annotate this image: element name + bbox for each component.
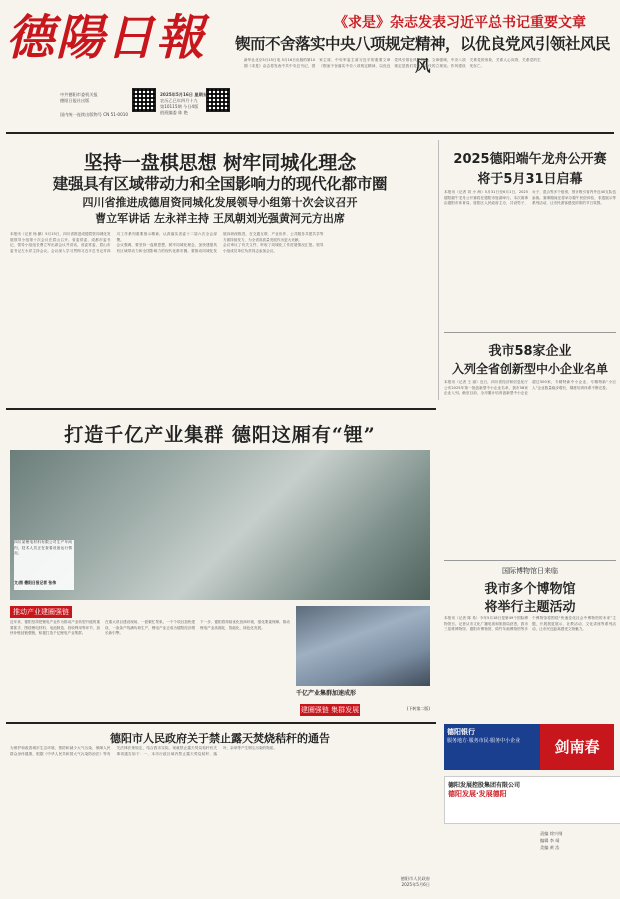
cluster-badge: 建圈强链 集群发展: [300, 706, 360, 714]
qr-code-icon: [132, 88, 156, 112]
museum-kicker: 国际博物馆日来临: [502, 567, 558, 575]
section-divider: [444, 332, 616, 333]
credit-line: 编辑 李 靖: [540, 838, 560, 843]
lead-paragraph: 本报讯（记者 杨 鹏）5月15日，四川省推进成德眉资同城化发展领导小组第十次会议在眉山召开。省委常委、成都市委书记、领导小组组长曹立军出席会议并讲话，省委常委、眉山市委书记左永祥主持会议。会议深入学习贯彻习近平总书记对四川工作系列重要指示精神，认真落实省委十二届六次全会部署。: [10, 232, 217, 253]
editor-line: 值班编委 陈 艳: [160, 110, 188, 115]
top-divider: [6, 132, 614, 134]
section-divider: [6, 408, 436, 410]
lead-paragraph: 会议审议了有关文件，听取了同城化工作进展情况汇报。领导小组成员单位负责同志参加会议。: [223, 243, 324, 253]
photo-credit: 文/图 德阳日报记者 张伟: [14, 580, 56, 585]
masthead-title: 德陽日報: [6, 10, 207, 66]
date-block: [160, 92, 220, 116]
dragon-boat-headline-2: 将于5月31日启幕: [477, 172, 583, 187]
dev-group-name: 德阳发展控股集团有限公司: [448, 782, 521, 789]
photo-caption-text: 四川某锂电材料有限公司生产车间内，技术人员正在查看设备运行情况。: [14, 540, 72, 556]
lunar-line: 农历乙巳年四月十九: [160, 98, 198, 103]
bank-ad: [444, 724, 540, 770]
column-divider: [438, 140, 439, 400]
dragon-boat-body: 本报讯（记者 刘 小 海）5月31日至6月1日，2025德阳端午龙舟公开赛将在德阳市旌湖举行。本次赛事由德阳市体育局、旌阳区人民政府主办，共设男子、女子、混合等多个组别，预计吸引省内外近40支队伍参赛。赛事期间还将举办端午民俗体验、非遗展示等系列活动，让市民游客感受浓浓的节日氛围。: [444, 190, 616, 206]
dev-group-ad: [444, 776, 620, 824]
issue-line: 第10115期 今日4版: [160, 104, 199, 109]
bank-ad-slogan: 服务地方·服务市民·服务中小企业: [447, 738, 521, 744]
bank-ad-title: 德阳银行: [447, 728, 475, 736]
lead-paragraph: 会议强调，要坚持一盘棋思想，树牢同城化理念，加快建强具有区域带动力和全国影响力的现代化都市圈。要推动同城化发展向纵深推进，在交通互联、产业协作、公共服务共建共享等方面持续发力，为全省高质量发展作出更大贡献。: [116, 232, 324, 253]
credit-line: 责编 徐兴纲: [540, 831, 563, 836]
industry-paragraph: 下一步，德阳将持续优化营商环境，强化要素保障，推动锂电产业高端化、智能化、绿色化发展。: [200, 620, 290, 630]
bottom-divider: [6, 722, 436, 724]
notice-headline: 德阳市人民政府关于禁止露天焚烧秸秆的通告: [110, 732, 330, 745]
dev-group-slogan: 德阳发展·发展德阳: [448, 790, 507, 798]
cn-number: 国内统一连续出版物号 CN 51-0010: [60, 112, 129, 117]
photo-2-caption: 千亿产业集群加速成形: [296, 690, 357, 697]
top-story-body: 新华社北京5月15日电 5月16日出版的第10期《求是》杂志将发表中共中央总书记、国家主席、中央军委主席习近平的重要文章《锲而不舍落实中央八项规定精神，以优良党风引领社风民风》。文章强调，中央八项规定是我们党在新时代的立规矩。作风建设关系党的形象，关系人心向背，关系党的生死存亡。: [244, 58, 541, 68]
sme-headline-1: 我市58家企业: [488, 344, 572, 359]
photo-caption-box: [14, 540, 74, 590]
notice-body: 为保护和改善城市生态环境，预防和减少大气污染，保障人民群众身体健康，根据《中华人民共和国大气污染防治法》等有关法律法规规定，结合我市实际，现就禁止露天焚烧秸秆有关事项通告如下：一、本市行政区域内禁止露天焚烧秸秆、落叶、杂草等产生烟尘污染的物质。: [10, 746, 277, 756]
dragon-boat-headline-1: 2025德阳端午龙舟公开赛: [453, 152, 607, 167]
industry-paragraph: 近年来，德阳坚持把锂电产业作为推动产业转型升级的重要抓手，围绕锂电材料、电池制造、回收利用等环节，加快补链延链强链，积极打造千亿锂电产业集群。: [10, 620, 100, 636]
lead-headline-1: 坚持一盘棋思想 树牢同城化理念: [83, 152, 357, 174]
lead-subhead-1: 四川省推进成德眉资同城化发展领导小组第十次会议召开: [82, 196, 358, 209]
industry-badge: 推动产业建圈强链: [10, 606, 72, 618]
jiannanchun-ad: 剑南春: [540, 724, 614, 770]
top-story-kicker: 《求是》杂志发表习近平总书记重要文章: [334, 15, 586, 31]
industry-paragraph: 在重大项目建设现场，一派繁忙景象。一个个项目加快建设、一条条产线满负荷生产，锂电产业正成为德阳经济增长新引擎。: [105, 620, 195, 636]
credit-line: 美编 黄 浩: [540, 845, 560, 850]
lead-body: [10, 232, 430, 402]
section-divider: [444, 560, 616, 561]
masthead-sublines: [60, 92, 130, 104]
notice-signature: [360, 876, 430, 888]
museum-body: 本报讯（记者 陈 希）今年5月18日是第49个国际博物馆日。记者从市文化广播电视和旅游局获悉，我市三星堆博物馆、德阳市博物馆、绵竹年画博物馆等多个博物馆将围绕“快速变化社会中博物馆的未来”主题，开展展览展示、社教活动、文化讲座等系列活动，让市民近距离感受文物魅力。: [444, 616, 616, 632]
top-story-headline: 锲而不舍落实中央八项规定精神，以优良党风引领社风民风: [234, 34, 610, 75]
publisher-line: 德阳日报社出版: [60, 98, 90, 103]
sponsor-line: 中共德阳市委机关报: [60, 92, 98, 97]
industry-headline: 打造千亿产业集群 德阳这厢有“锂”: [64, 424, 376, 446]
sme-headline-2: 入列全省创新型中小企业名单: [451, 362, 608, 376]
date-line: 2025年5月16日 星期五: [160, 92, 207, 97]
continued-note: (下转第二版): [406, 706, 430, 711]
lead-headline-2: 建强具有区域带动力和全国影响力的现代化都市圈: [52, 174, 388, 193]
signature-org: 德阳市人民政府: [400, 876, 430, 881]
industry-body: [10, 620, 290, 698]
signature-date: 2025年5月6日: [401, 882, 430, 887]
credits-block: [540, 830, 614, 851]
lead-subhead-2: 曹立军讲话 左永祥主持 王凤朝刘光强黄河元方出席: [95, 212, 345, 225]
industry-photo-2: [296, 606, 430, 686]
sme-body: 本报讯（记者 王 丽）近日，四川省经济和信息化厅公布2025年第一批创新型中小企业名单，我市58家企业入列。截至目前，全市累计培育创新型中小企业超过500家，专精特新中小企业、专精特新“小巨人”企业数量稳步增长，梯度培育体系不断完善。: [444, 380, 616, 396]
museum-headline-1: 我市多个博物馆: [484, 582, 576, 597]
museum-headline-2: 将举行主题活动: [484, 600, 576, 615]
